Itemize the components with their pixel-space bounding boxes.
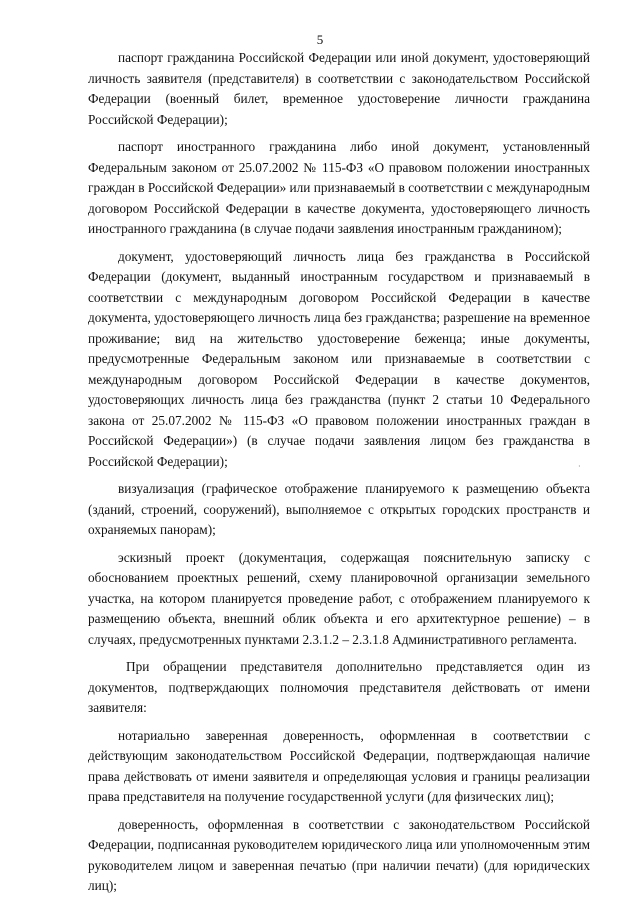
paragraph-legal-proxy: доверенность, оформленная в соответствии с законодательством Российской Федерации, подписанная руководителем юридического лица или уполномоченным этим руководителем лицом и заверенная печатью (при наличии печати) (для юридических лиц); xyxy=(88,816,590,893)
paragraph-notarized-proxy: нотариально заверенная доверенность, оформленная в соответствии с действующим законодательством Российской Федерации, подтверждающая наличие права действовать от имени заявителя и определяющая условия и границы реализации права представителя на получение государственной услуги (для физических лиц); xyxy=(88,727,590,804)
paragraph-sketch-project: эскизный проект (документация, содержащая пояснительную записку с обоснованием проектных решений, схему планировочной организации земельного участка, на котором планируется проведение работ, с отображением планируемого к размещению объекта, внешний облик объекта и его архитектурное решение) – в случаях, предусмотренных пунктами 2.3.1.2 – 2.3.1.8 Административного регламента. xyxy=(88,549,590,647)
paragraph-stateless-id: документ, удостоверяющий личность лица без гражданства в Российской Федерации (документ, выданный иностранным государством и признаваемый в соответствии с международным договором Российской Федерации в качестве документа, удостоверяющего личность лица без гражданства; разрешение на временное проживание; вид на жительство удостоверение беженца; иные документы, предусмотренные Федеральным законом или признаваемые в соответствии с международным договором Российской Федерации в качестве документов, удостоверяющих личность лица без гражданства (пункт 2 статьи 10 Федерального закона от 25.07.2002 № 115-ФЗ «О правовом положении иностранных граждан в Российской Федерации») (в случае подачи заявления лицом без гражданства в Российской Федерации); xyxy=(88,248,590,469)
document-body xyxy=(88,48,590,904)
paragraph-passport-rf: паспорт гражданина Российской Федерации или иной документ, удостоверяющий личность заявителя (представителя) в соответствии с законодательством Российской Федерации (военный билет, временное удостоверение личности гражданина Российской Федерации); xyxy=(88,50,590,127)
paragraph-representative: При обращении представителя дополнительно представляется один из документов, подтверждающих полномочия представителя действовать от имени заявителя: xyxy=(88,659,590,715)
paragraph-visualization: визуализация (графическое отображение планируемого к размещению объекта (зданий, строений, сооружений), выполняемое с открытых городских пространств и охраняемых панорам); xyxy=(88,481,590,537)
scan-speck: · xyxy=(578,462,581,471)
paragraph-passport-foreign: паспорт иностранного гражданина либо иной документ, установленный Федеральным законом от 25.07.2002 № 115-ФЗ «О правовом положении иностранных граждан в Российской Федерации» или признаваемый в соответствии с международным договором Российской Федерации в качестве документа, удостоверяющего личность иностранного гражданина (в случае подачи заявления иностранным гражданином); xyxy=(88,139,590,236)
page-number: 5 xyxy=(316,32,324,47)
